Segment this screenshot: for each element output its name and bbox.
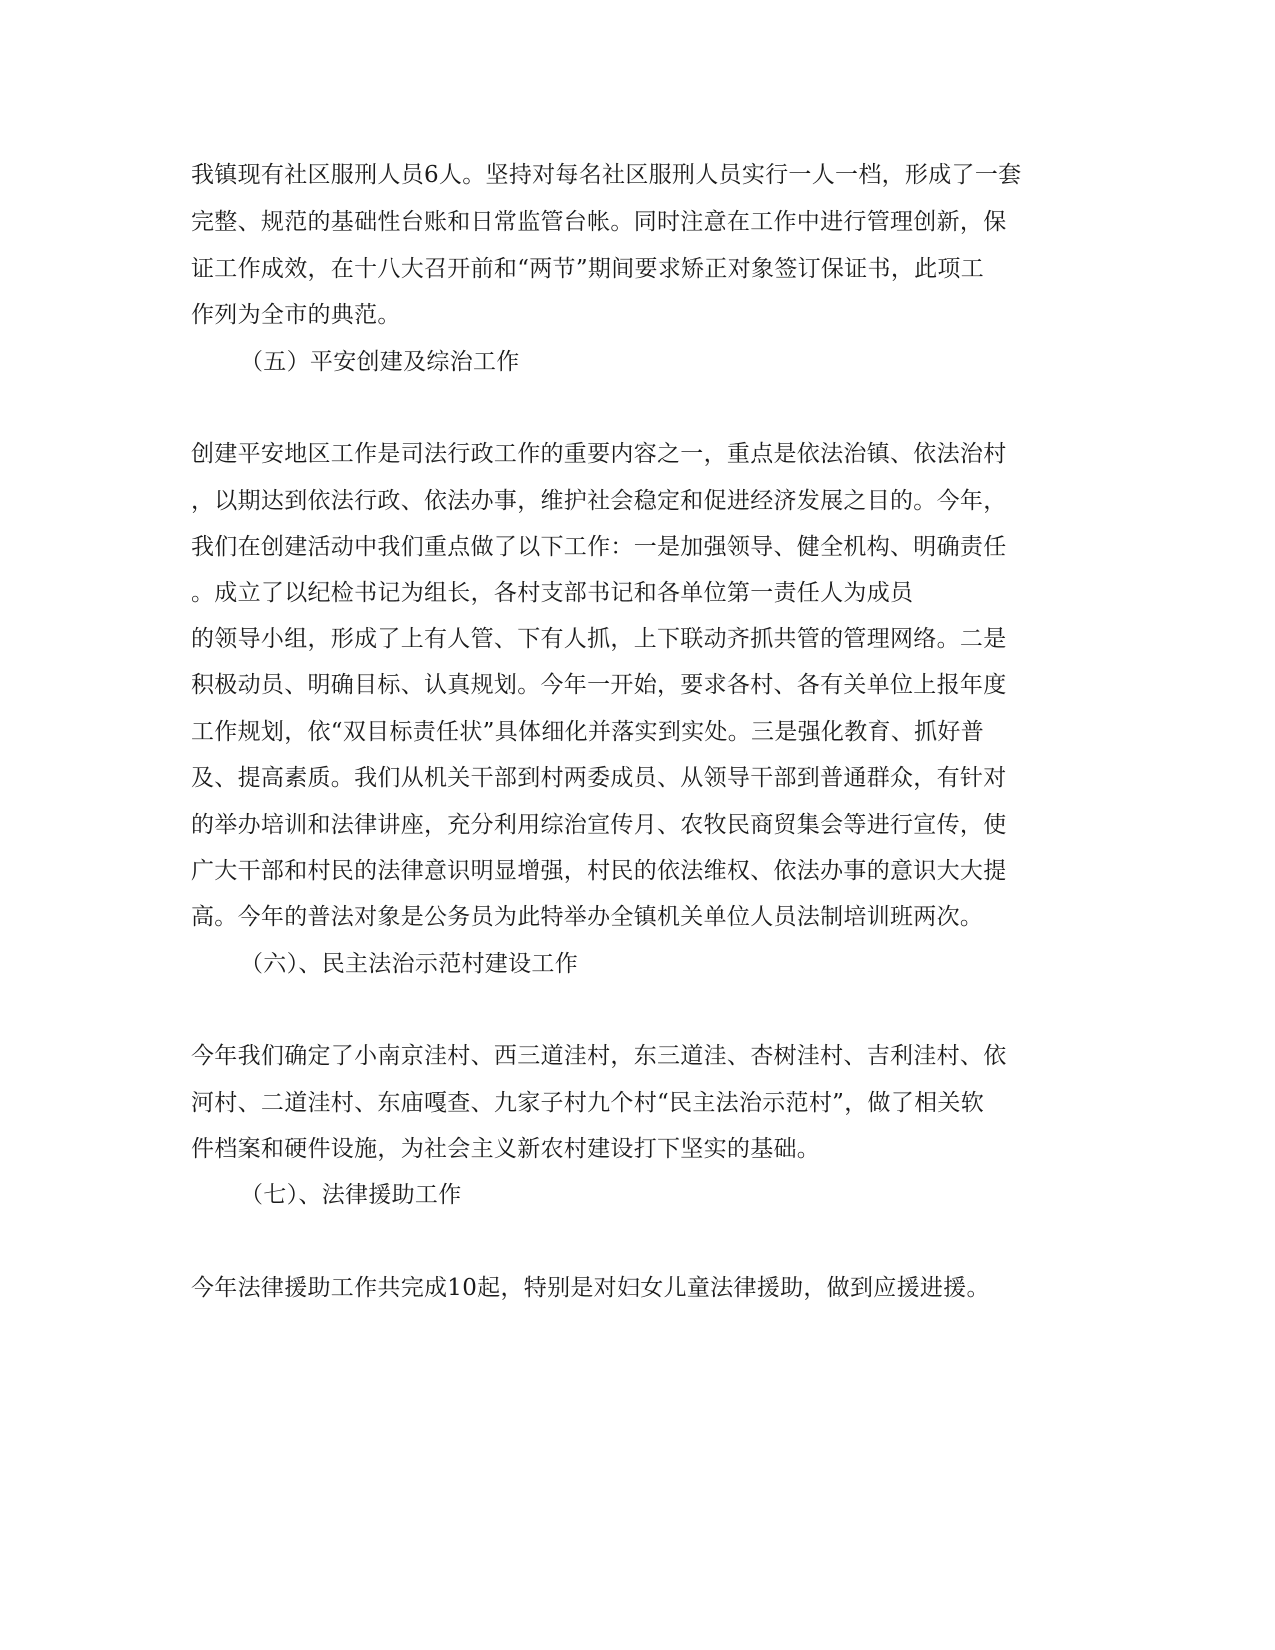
- section-heading-5: （五）平安创建及综治工作: [240, 349, 520, 375]
- paragraph-4-line-1: 今年法律援助工作共完成10起，特别是对妇女儿童法律援助，做到应援进援。: [191, 1275, 990, 1301]
- paragraph-2-line-10: 广大干部和村民的法律意识明显增强，村民的依法维权、依法办事的意识大大提: [191, 858, 1007, 884]
- paragraph-3-line-2: 河村、二道洼村、东庙嘎查、九家子村九个村“民主法治示范村”，做了相关软: [191, 1090, 985, 1116]
- paragraph-2-line-3: 我们在创建活动中我们重点做了以下工作：一是加强领导、健全机构、明确责任: [191, 534, 1007, 560]
- section-heading-6: （六）、民主法治示范村建设工作: [240, 951, 578, 977]
- paragraph-3-line-3: 件档案和硬件设施，为社会主义新农村建设打下坚实的基础。: [191, 1136, 821, 1162]
- paragraph-2-line-2: ，以期达到依法行政、依法办事，维护社会稳定和促进经济发展之目的。今年，: [191, 488, 1007, 514]
- paragraph-1-line-4: 作列为全市的典范。: [191, 302, 401, 328]
- paragraph-3-line-1: 今年我们确定了小南京洼村、西三道洼村，东三道洼、杏树洼村、吉利洼村、依: [191, 1043, 1007, 1069]
- paragraph-2-line-5: 的领导小组，形成了上有人管、下有人抓，上下联动齐抓共管的管理网络。二是: [191, 626, 1007, 652]
- paragraph-2-line-11: 高。今年的普法对象是公务员为此特举办全镇机关单位人员法制培训班两次。: [191, 904, 984, 930]
- paragraph-1-line-1: 我镇现有社区服刑人员6人。坚持对每名社区服刑人员实行一人一档，形成了一套: [191, 162, 1022, 188]
- paragraph-2-line-7: 工作规划，依“双目标责任状”具体细化并落实到实处。三是强化教育、抓好普: [191, 719, 985, 745]
- paragraph-2-line-6: 积极动员、明确目标、认真规划。今年一开始，要求各村、各有关单位上报年度: [191, 672, 1007, 698]
- paragraph-1-line-3: 证工作成效，在十八大召开前和“两节”期间要求矫正对象签订保证书，此项工: [191, 256, 985, 282]
- paragraph-2-line-4: 。成立了以纪检书记为组长，各村支部书记和各单位第一责任人为成员: [191, 580, 914, 606]
- paragraph-2-line-1: 创建平安地区工作是司法行政工作的重要内容之一，重点是依法治镇、依法治村: [191, 441, 1007, 467]
- paragraph-2-line-8: 及、提高素质。我们从机关干部到村两委成员、从领导干部到普通群众，有针对: [191, 765, 1007, 791]
- section-heading-7: （七）、法律援助工作: [240, 1182, 462, 1208]
- paragraph-2-line-9: 的举办培训和法律讲座，充分利用综治宣传月、农牧民商贸集会等进行宣传，使: [191, 812, 1007, 838]
- paragraph-1-line-2: 完整、规范的基础性台账和日常监管台帐。同时注意在工作中进行管理创新，保: [191, 209, 1007, 235]
